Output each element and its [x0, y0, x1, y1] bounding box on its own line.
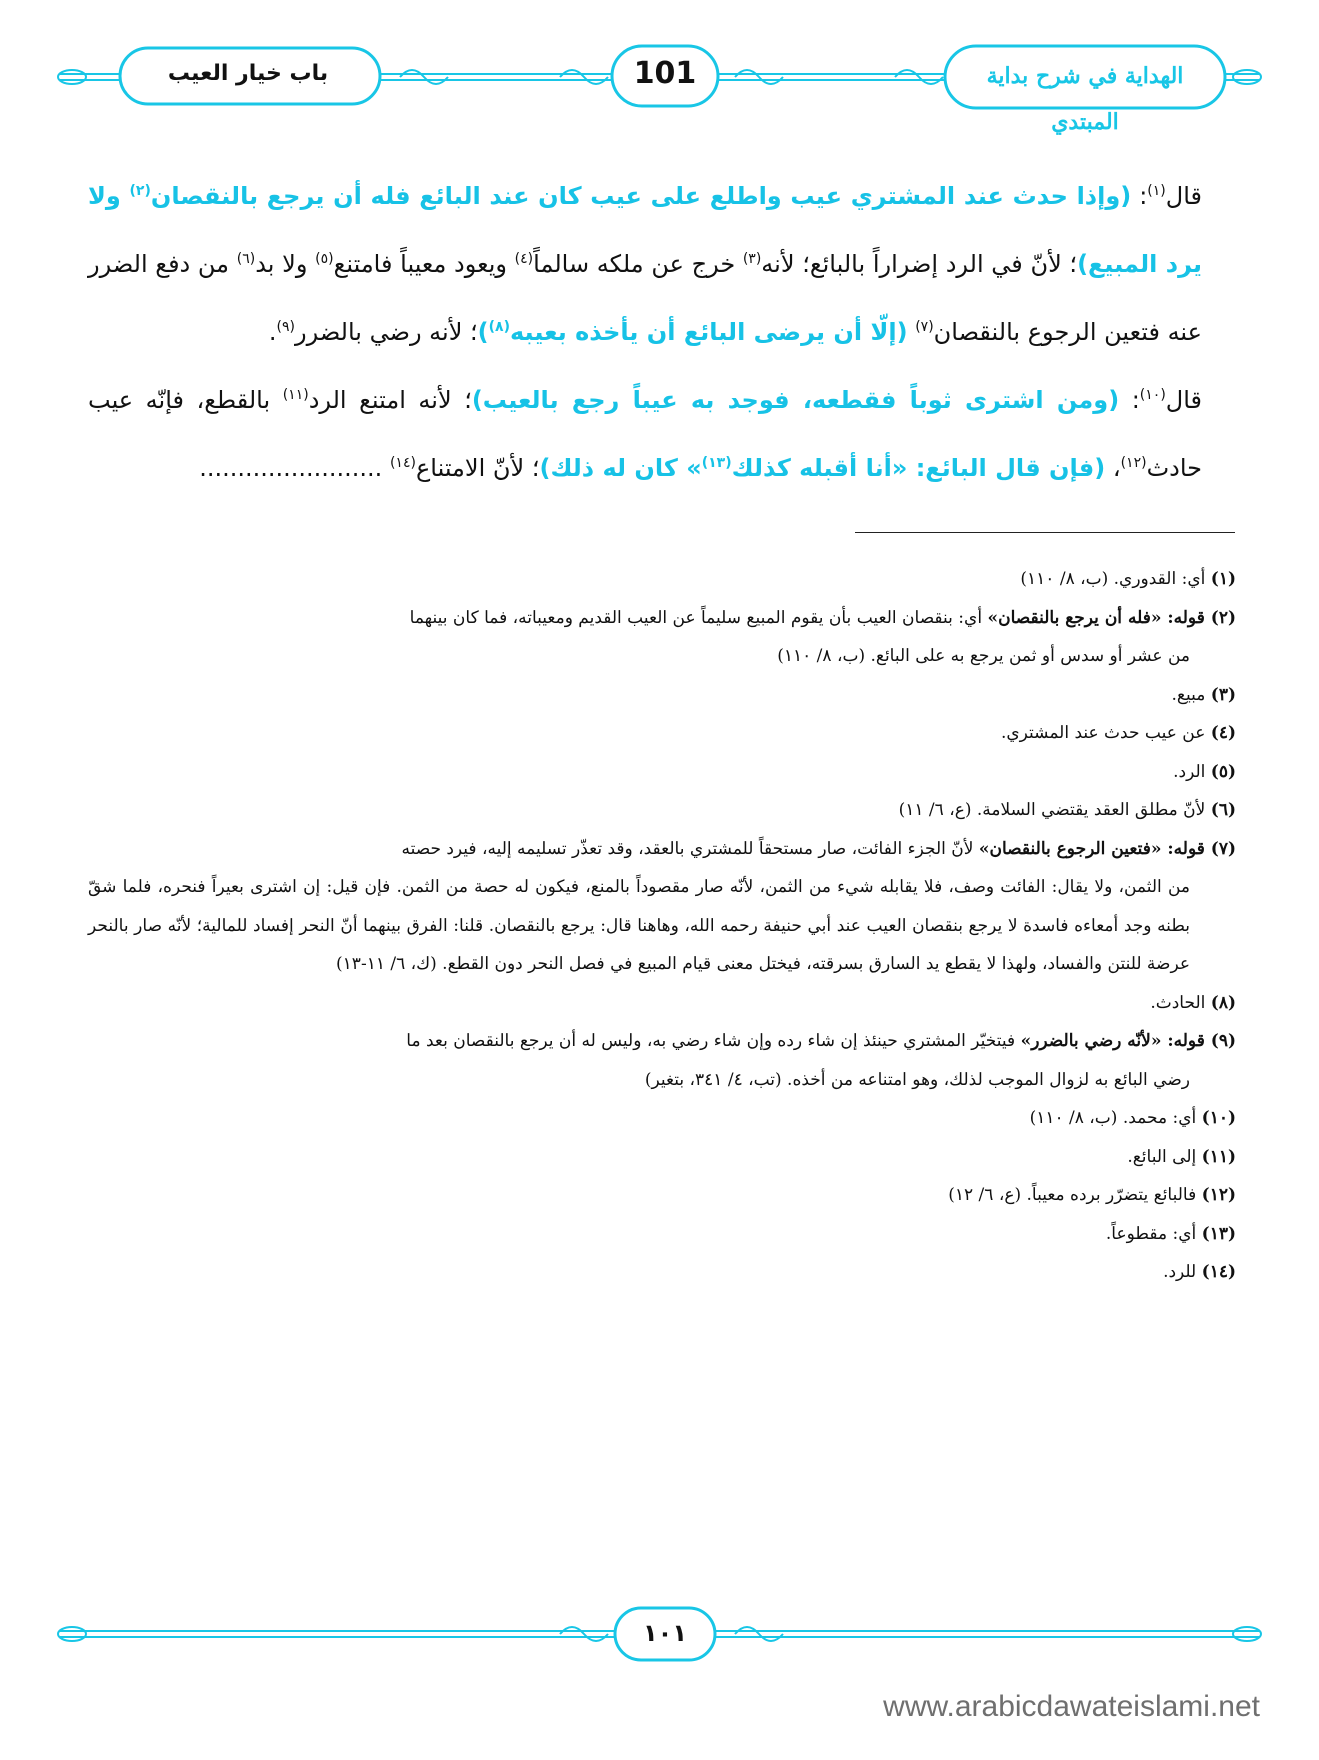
footnote-ref[interactable]: (٩) — [276, 319, 295, 335]
text-segment: ؛ لأنه رضي بالضرر — [295, 318, 478, 346]
footnote-text: فالبائع يتضرّر برده معيباً. (ع، ٦/ ١٢) — [948, 1185, 1202, 1205]
text-segment: قال — [1165, 386, 1203, 414]
page-footer — [0, 1600, 1319, 1670]
footnote-10 — [88, 1099, 1236, 1138]
footnote-ref[interactable]: (٧) — [915, 319, 934, 335]
footnote-9 — [88, 1022, 1236, 1099]
text-segment: . — [268, 318, 277, 346]
text-segment: بالقطع، فإنّه عيب حادث — [88, 386, 1202, 482]
footnote-keyword: قوله: «لأنّه رضي بالضرر» — [1020, 1031, 1211, 1051]
footnote-text: للرد. — [1163, 1262, 1202, 1282]
footnote-text: لأنّ مطلق العقد يقتضي السلامة. (ع، ٦/ ١١) — [898, 800, 1211, 820]
footnote-number: (٨) — [1210, 992, 1236, 1013]
footnote-separator — [855, 532, 1235, 533]
footer-page-number: ١٠١ — [643, 1619, 687, 1647]
footnote-text: أي: القدوري. (ب، ٨/ ١١٠) — [1020, 569, 1211, 589]
text-segment: ؛ لأنه امتنع الرد — [308, 386, 472, 414]
footnote-ref[interactable]: (١٢) — [1120, 455, 1147, 471]
chapter-title: باب خيار العيب — [167, 61, 329, 86]
page-header — [0, 40, 1319, 135]
matn-highlight: ولا يرد المبيع) — [88, 182, 1203, 278]
footnote-number: (٢) — [1210, 607, 1236, 628]
footnote-keyword: قوله: «فتعين الرجوع بالنقصان» — [978, 838, 1211, 859]
footnote-text: أي: مقطوعاً. — [1105, 1223, 1202, 1244]
matn-highlight: (ومن اشترى ثوباً فقطعه، فوجد به عيباً رجع بالعيب) — [471, 386, 1120, 414]
footnote-ref[interactable]: (٣) — [742, 251, 762, 267]
footnote-keyword: قوله: «فله أن يرجع بالنقصان» — [987, 607, 1211, 628]
footnote-7 — [88, 830, 1236, 984]
footnote-text: فيتخيّر المشتري حينئذ إن شاء رده وإن شاء رضي به، وليس له أن يرجع بالنقصان بعد ما — [406, 1031, 1021, 1051]
matn-highlight: (فإن قال البائع: «أنا أقبله كذلك — [731, 454, 1106, 482]
footnote-text: الرد. — [1173, 761, 1211, 782]
footnote-4 — [88, 714, 1236, 753]
footnote-text: أي: محمد. (ب، ٨/ ١١٠) — [1029, 1108, 1202, 1128]
footnote-number: (١) — [1210, 569, 1236, 589]
footnote-6 — [88, 791, 1236, 830]
footnote-number: (٥) — [1210, 761, 1236, 782]
footnote-continuation: رضي البائع به لزوال الموجب لذلك، وهو امتناعه من أخذه. (تب، ٤/ ٣٤١، بتغير) — [644, 1069, 1190, 1090]
footnote-ref[interactable]: (٢) — [129, 183, 151, 199]
footnote-1 — [88, 560, 1236, 599]
text-segment: قال — [1165, 182, 1202, 210]
footnote-continuation: من الثمن، ولا يقال: الفائت وصف، فلا يقابله شيء من الثمن، لأنّه صار مقصوداً بالمنع، فيكون له حصة من الثمن. فإن قيل: إن اشترى بعيراً فنحره، فلما شقّ بطنه وجد أمعاءه فاسدة لا يرجع بنقصان العيب عند أبي حنيفة رحمه الله، وهاهنا قال: يرجع بالنقصان. قلنا: الفرق بينهما أنّ النحر إفساد للمالية؛ لأنّه صار بالنحر عرضة للنتن والفساد، ولهذا لا يقطع يد السارق بسرقته، فيختل معنى قيام المبيع في فصل النحر دون القطع. (ك، ٦/ ١١-١٣) — [88, 877, 1190, 974]
text-segment: : — [1131, 182, 1148, 210]
footnote-ref[interactable]: (١٤) — [389, 455, 416, 471]
main-paragraph — [88, 162, 1236, 366]
footnote-ref[interactable]: (١١) — [282, 387, 309, 403]
text-segment: ........................ — [199, 454, 390, 482]
footnote-8 — [88, 984, 1236, 1023]
footnote-12 — [88, 1176, 1236, 1215]
text-segment: ؛ لأنّ في الرد إضراراً بالبائع؛ لأنه — [761, 250, 1078, 278]
page-number: 101 — [633, 56, 697, 91]
footnote-number: (١١) — [1201, 1146, 1236, 1167]
footnote-text: أي: بنقصان العيب بأن يقوم المبيع سليماً عن العيب القديم ومعيباته، فما كان بينهما — [409, 607, 988, 628]
text-segment: ويعود معيباً فامتنع — [333, 250, 515, 278]
footnote-text: مبيع. — [1171, 684, 1211, 705]
text-segment: ولا بد — [255, 250, 316, 278]
footnote-13 — [88, 1215, 1236, 1254]
matn-highlight: ) — [477, 318, 489, 346]
footnote-11 — [88, 1138, 1236, 1177]
footnote-3 — [88, 676, 1236, 715]
footnote-number: (٤) — [1210, 723, 1236, 743]
matn-highlight: » كان له ذلك) — [539, 454, 702, 482]
text-segment: ؛ لأنّ الامتناع — [415, 454, 540, 482]
matn-highlight: (إلّا أن يرضى البائع أن يأخذه بعيبه — [510, 318, 908, 346]
main-text — [88, 162, 1236, 502]
footnote-2 — [88, 599, 1236, 676]
footnote-text: لأنّ الجزء الفائت، صار مستحقاً للمشتري بالعقد، وقد تعذّر تسليمه إليه، فيرد حصته — [401, 838, 979, 859]
footnote-ref[interactable]: (١) — [1147, 183, 1166, 199]
footnote-14 — [88, 1253, 1236, 1292]
footnote-number: (١٠) — [1201, 1108, 1236, 1128]
footnote-text: عن عيب حدث عند المشتري. — [1000, 723, 1211, 743]
text-segment: ، — [1105, 454, 1121, 482]
footnote-text: إلى البائع. — [1127, 1146, 1202, 1167]
website-url: www.arabicdawateislami.net — [883, 1690, 1260, 1723]
main-paragraph — [88, 366, 1236, 502]
footnote-number: (٦) — [1210, 800, 1236, 820]
footnote-ref[interactable]: (٤) — [514, 251, 534, 267]
text-segment: : — [1119, 386, 1140, 414]
footnote-ref[interactable]: (١٠) — [1139, 387, 1166, 403]
footnote-number: (٧) — [1210, 838, 1236, 859]
footnote-5 — [88, 753, 1236, 792]
footnote-number: (١٣) — [1201, 1223, 1236, 1244]
footnote-ref[interactable]: (١٣) — [701, 455, 732, 471]
footnote-text: الحادث. — [1150, 992, 1211, 1013]
footnote-number: (١٤) — [1201, 1262, 1236, 1282]
footnote-ref[interactable]: (٦) — [236, 251, 256, 267]
footnote-number: (٣) — [1210, 684, 1236, 705]
book-title-logo: الهداية في شرح بداية المبتدي — [986, 63, 1184, 135]
footnote-ref[interactable]: (٨) — [488, 319, 510, 335]
footnote-continuation: من عشر أو سدس أو ثمن يرجع به على البائع. (ب، ٨/ ١١٠) — [777, 646, 1190, 666]
matn-highlight: (وإذا حدث عند المشتري عيب واطلع على عيب كان عند البائع فله أن يرجع بالنقصان — [150, 182, 1132, 210]
footnotes-section — [88, 560, 1236, 1292]
text-segment: من دفع الضرر عنه فتعين الرجوع بالنقصان — [88, 250, 1202, 346]
footnote-number: (٩) — [1210, 1031, 1236, 1051]
text-segment: خرج عن ملكه سالماً — [533, 250, 743, 278]
footnote-number: (١٢) — [1201, 1185, 1236, 1205]
footnote-ref[interactable]: (٥) — [315, 251, 334, 267]
